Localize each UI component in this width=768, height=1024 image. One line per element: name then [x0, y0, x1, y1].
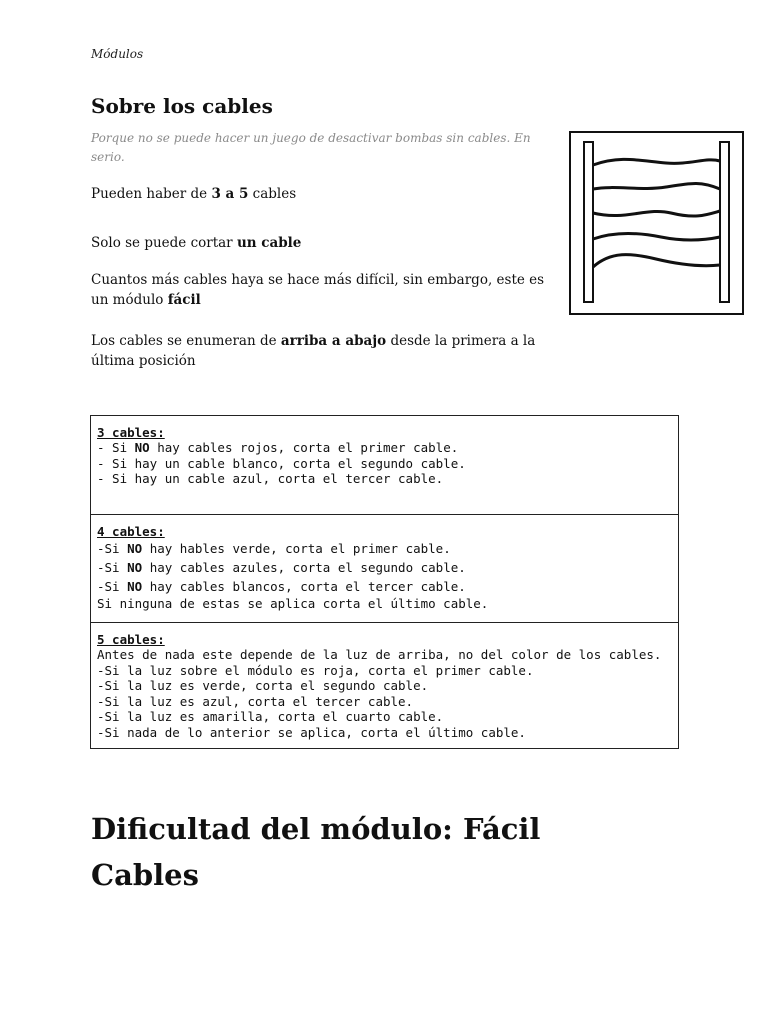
rules-heading-4-cables: 4 cables: — [97, 524, 165, 539]
rules-table — [90, 415, 679, 749]
wire-2 — [593, 184, 720, 190]
left-terminal-post — [584, 142, 593, 302]
paragraph-cut-one: Solo se puede cortar un cable — [91, 235, 302, 251]
paragraph-numbering: Los cables se enumeran de arriba a abajo desde la primera a la última posición — [91, 333, 536, 369]
rules-heading-3-cables: 3 cables: — [97, 425, 165, 440]
difficulty-heading: Dificultad del módulo: Fácil — [91, 812, 541, 846]
rule-line: Si ninguna de estas se aplica corta el último cable. — [97, 596, 489, 611]
paragraph-difficulty-note: Cuantos más cables haya se hace más difícil, sin embargo, este es un módulo fácil — [91, 272, 545, 308]
document-header-label: Módulos — [91, 47, 144, 61]
module-name-heading: Cables — [91, 858, 199, 892]
rule-line: -Si NO hay cables blancos, corta el tercer cable. — [97, 579, 466, 594]
wire-1 — [593, 159, 720, 165]
right-terminal-post — [720, 142, 729, 302]
wire-4 — [593, 234, 720, 241]
rules-cell-3-cables — [91, 416, 678, 515]
rule-line: Antes de nada este depende de la luz de arriba, no del color de los cables. — [97, 647, 662, 662]
rules-cell-5-cables — [91, 623, 678, 748]
paragraph-cable-count: Pueden haber de 3 a 5 cables — [91, 186, 297, 202]
rules-cell-4-cables — [91, 515, 678, 623]
wire-3 — [593, 211, 720, 216]
rule-line: -Si la luz es azul, corta el tercer cable. — [97, 693, 414, 709]
section-subtitle: Porque no se puede hacer un juego de desactivar bombas sin cables. En serio. — [91, 131, 531, 164]
section-title: Sobre los cables — [91, 94, 273, 118]
rule-line: -Si la luz sobre el módulo es roja, corta el primer cable. — [97, 662, 534, 678]
rule-line: -Si NO hay hables verde, corta el primer cable. — [97, 541, 451, 556]
rule-line: -Si NO hay cables azules, corta el segundo cable. — [97, 560, 466, 575]
rule-line: - Si hay un cable azul, corta el tercer cable. — [97, 471, 444, 486]
rule-line: - Si NO hay cables rojos, corta el primer cable. — [97, 440, 459, 455]
rule-line: -Si la luz es verde, corta el segundo cable. — [97, 678, 429, 694]
wires-illustration — [571, 133, 742, 313]
rule-line: -Si la luz es amarilla, corta el cuarto cable. — [97, 709, 444, 725]
rules-heading-5-cables: 5 cables: — [97, 632, 165, 647]
wire-5 — [593, 255, 720, 267]
rule-line: -Si nada de lo anterior se aplica, corta el último cable. — [97, 724, 526, 740]
wires-diagram — [569, 131, 744, 315]
rule-line: - Si hay un cable blanco, corta el segundo cable. — [97, 455, 466, 471]
